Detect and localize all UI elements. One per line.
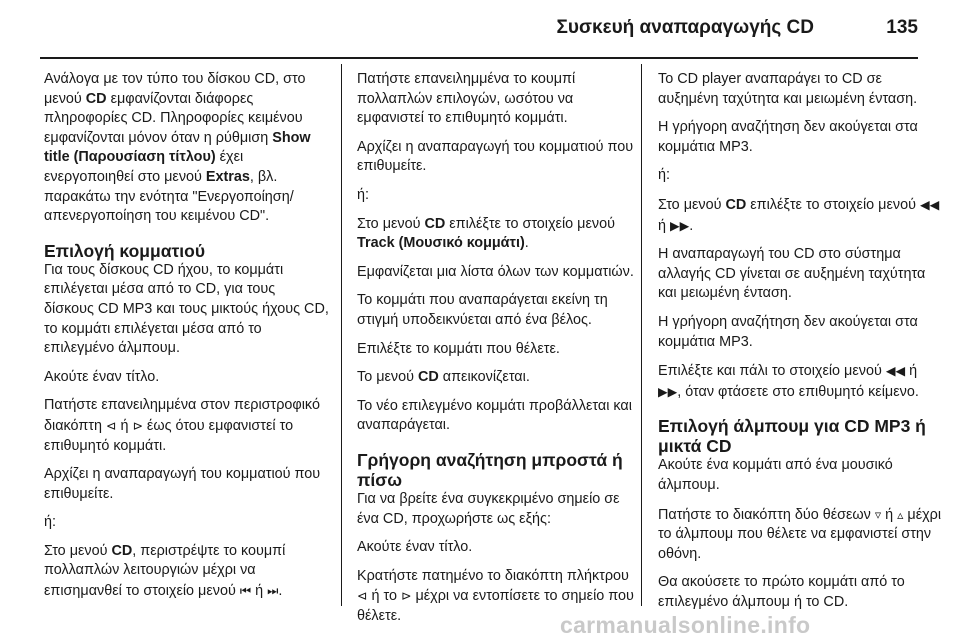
text: , περιστρέψτε το κουμπί πολλαπλών λειτουργιών μέχρι να επισημανθεί το στοιχείο μενού: [44, 542, 286, 600]
paragraph: [44, 396, 329, 456]
paragraph: Για να βρείτε ένα συγκεκριμένο σημείο σε ένα CD, προχωρήστε ως εξής:: [357, 490, 620, 527]
text: μέχρι να εντοπίσετε το σημείο που θέλετε.: [357, 588, 634, 624]
text: Πατήστε επανειλημμένα στον περιστροφικό διακόπτη: [44, 397, 320, 434]
column-divider: [341, 64, 342, 606]
text: Επιλέξτε και πάλι το στοιχείο μενού: [658, 363, 886, 380]
text: ή: [905, 363, 918, 380]
text: .: [278, 583, 283, 600]
paragraph: [658, 505, 943, 565]
fast-forward-icon: ▶▶: [670, 217, 690, 233]
paragraph: Εμφανίζεται μια λίστα όλων των κομματιών.: [357, 263, 634, 280]
text: έχει ενεργοποιηθεί στο μενού: [44, 149, 244, 185]
section-heading: Επιλογή κομματιού: [44, 240, 206, 261]
paragraph: [44, 542, 329, 602]
menu-name: CD: [85, 90, 107, 107]
right-key-icon: ⊳: [400, 588, 412, 604]
menu-name: Extras: [205, 168, 250, 185]
text: Ανάλογα με τον τύπο του δίσκου CD, στο μενού: [44, 71, 306, 107]
text: Στο μενού: [357, 215, 425, 232]
paragraph: Επιλέξτε το κομμάτι που θέλετε.: [357, 340, 560, 357]
previous-track-icon: ⏮: [239, 583, 252, 599]
text: .: [524, 235, 529, 252]
text: μέχρι το άλμπουμ που θέλετε να εμφανιστεί στην οθόνη.: [658, 506, 942, 562]
paragraph: Για τους δίσκους CD ήχου, το κομμάτι επιλέγεται μέσα από το CD, για τους δίσκους CD MP3 και τους μικτούς ήχους CD, το κομμάτι επιλέγεται μέσα από το επιλεγμένο άλμπουμ.: [44, 261, 329, 357]
text-column-1: [44, 70, 329, 611]
paragraph: ή:: [357, 186, 370, 203]
paragraph: ή:: [658, 167, 671, 184]
paragraph: Η αναπαραγωγή του CD στο σύστημα αλλαγής CD γίνεται σε αυξημένη ταχύτητα και μειωμένη ένταση.: [658, 246, 926, 302]
header-rule: [40, 57, 918, 59]
setting-name: Show title (Παρουσίαση τίτλου): [44, 129, 311, 166]
paragraph: ή:: [44, 514, 57, 531]
text: Στο μενού: [658, 196, 726, 213]
down-key-icon: ▿: [874, 506, 882, 522]
text: έως ότου εμφανιστεί το επιθυμητό κομμάτι.: [44, 417, 294, 454]
rewind-icon: ◀◀: [919, 196, 940, 212]
text: Στο μενού: [44, 542, 112, 559]
up-key-icon: ▵: [897, 506, 904, 522]
paragraph: [44, 70, 329, 227]
left-key-icon: ⊲: [105, 417, 117, 433]
paragraph: [658, 361, 943, 402]
next-track-icon: ⏭: [267, 583, 279, 599]
menu-name: CD: [424, 215, 446, 232]
section-heading: Επιλογή άλμπουμ για CD MP3 ή μικτά CD: [658, 416, 926, 457]
paragraph: Ακούτε ένα κομμάτι από ένα μουσικό άλμπουμ.: [658, 457, 893, 493]
paragraph: Ακούτε έναν τίτλο.: [357, 539, 473, 556]
text: Το μενού: [357, 369, 418, 386]
text: ή: [251, 583, 268, 600]
text-column-2: [357, 70, 642, 635]
text: απεικονίζεται.: [438, 369, 530, 386]
text: , όταν φτάσετε στο επιθυμητό κείμενο.: [677, 383, 919, 400]
paragraph: Το κομμάτι που αναπαράγεται εκείνη τη στιγμή υποδεικνύεται από ένα βέλος.: [357, 292, 608, 328]
paragraph: Το νέο επιλεγμένο κομμάτι προβάλλεται και αναπαράγεται.: [357, 397, 632, 434]
text: Πατήστε το διακόπτη δύο θέσεων: [658, 506, 875, 523]
page-header: [0, 0, 960, 62]
paragraph: [658, 195, 943, 236]
text: επιλέξτε το στοιχείο μενού: [746, 196, 920, 213]
right-key-icon: ⊳: [132, 417, 143, 433]
paragraph: Η γρήγορη αναζήτηση δεν ακούγεται στα κομμάτια MP3.: [658, 313, 918, 350]
text: , βλ. παρακάτω την ενότητα "Ενεργοποίηση/απενεργοποίηση του κειμένου CD".: [44, 168, 294, 225]
section-heading: Γρήγορη αναζήτηση μπροστά ή πίσω: [357, 449, 623, 490]
paragraph: Το CD player αναπαράγει το CD σε αυξημένη ταχύτητα και μειωμένη ένταση.: [658, 71, 918, 107]
paragraph: Αρχίζει η αναπαραγωγή του κομματιού που επιθυμείτε.: [357, 138, 634, 175]
menu-name: CD: [111, 542, 133, 559]
text: Κρατήστε πατημένο το διακόπτη πλήκτρου: [357, 567, 629, 584]
text: ή: [881, 506, 898, 523]
text-column-3: [658, 70, 943, 621]
menu-name: CD: [725, 196, 747, 213]
text: ή: [658, 217, 671, 234]
paragraph: Η γρήγορη αναζήτηση δεν ακούγεται στα κομμάτια MP3.: [658, 119, 918, 155]
text: .: [689, 217, 694, 234]
paragraph: [357, 368, 642, 388]
paragraph: [357, 215, 642, 254]
page-number: 135: [886, 17, 918, 38]
left-key-icon: ⊲: [357, 588, 368, 604]
menu-name: CD: [417, 369, 439, 386]
menu-item-name: Track (Μουσικό κομμάτι): [357, 235, 525, 252]
page-title: Συσκευή αναπαραγωγής CD: [556, 17, 814, 38]
watermark: carmanualsonline.info: [560, 612, 811, 638]
text: εμφανίζονται διάφορες πληροφορίες CD. Πληροφορίες κειμένου εμφανίζονται μόνον όταν η ρύθμιση: [44, 90, 303, 146]
paragraph: Θα ακούσετε το πρώτο κομμάτι από το επιλεγμένο άλμπουμ ή το CD.: [658, 574, 905, 610]
text: επιλέξτε το στοιχείο μενού: [445, 215, 615, 232]
paragraph: Ακούτε έναν τίτλο.: [44, 368, 160, 385]
rewind-icon: ◀◀: [885, 363, 906, 379]
text: ή: [116, 417, 133, 434]
text: ή το: [367, 588, 401, 605]
fast-forward-icon: ▶▶: [658, 383, 678, 399]
paragraph: Αρχίζει η αναπαραγωγή του κομματιού που επιθυμείτε.: [44, 466, 321, 502]
paragraph: Πατήστε επανειλημμένα το κουμπί πολλαπλών επιλογών, ωσότου να εμφανιστεί το επιθυμητό κομμάτι.: [357, 71, 576, 127]
